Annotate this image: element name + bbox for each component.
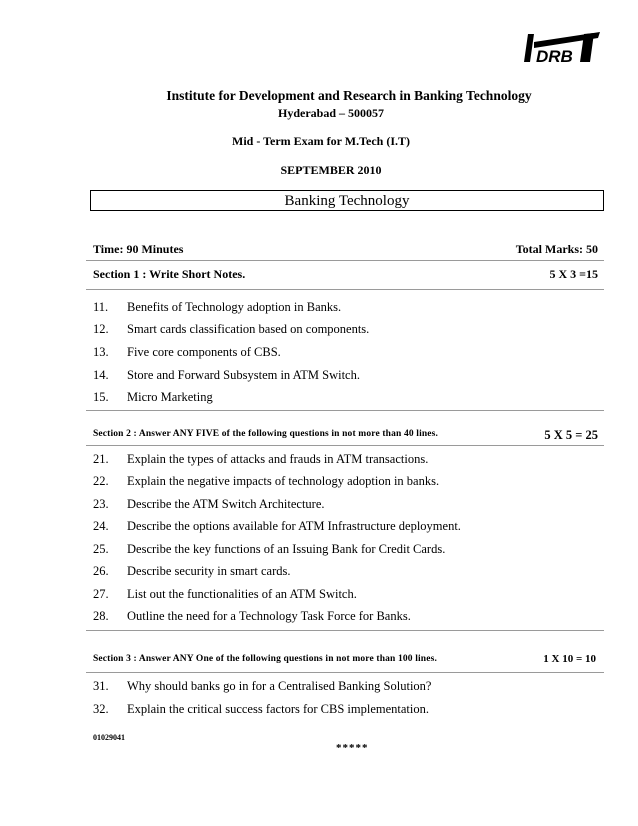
question-text: Outline the need for a Technology Task Force for Banks. xyxy=(127,609,411,623)
exam-time: Time: 90 Minutes xyxy=(93,242,184,256)
question-item xyxy=(93,390,213,405)
question-text: Explain the types of attacks and frauds in ATM transactions. xyxy=(127,452,429,466)
subject-title: Banking Technology xyxy=(90,190,604,211)
question-item xyxy=(93,519,461,534)
question-text: Why should banks go in for a Centralised Banking Solution? xyxy=(127,679,432,693)
section-1-title: Section 1 : Write Short Notes. xyxy=(93,267,246,281)
question-number: 21. xyxy=(93,452,109,466)
question-number: 25. xyxy=(93,542,109,556)
question-text: Five core components of CBS. xyxy=(127,345,281,359)
question-number: 32. xyxy=(93,702,109,716)
question-number: 22. xyxy=(93,474,109,488)
divider xyxy=(86,289,604,290)
question-number: 23. xyxy=(93,497,109,511)
exam-title: Mid - Term Exam for M.Tech (I.T) xyxy=(232,134,410,148)
question-item xyxy=(93,564,290,579)
question-text: Store and Forward Subsystem in ATM Switch. xyxy=(127,368,360,382)
question-text: List out the functionalities of an ATM Switch. xyxy=(127,587,357,601)
question-item xyxy=(93,368,360,383)
question-item xyxy=(93,452,428,467)
question-number: 13. xyxy=(93,345,109,359)
divider xyxy=(86,410,604,411)
question-text: Describe security in smart cards. xyxy=(127,564,291,578)
question-number: 27. xyxy=(93,587,109,601)
question-number: 28. xyxy=(93,609,109,623)
section-1-marks: 5 X 3 =15 xyxy=(549,267,598,281)
idrbt-logo xyxy=(522,28,602,66)
question-number: 11. xyxy=(93,300,109,314)
question-text: Benefits of Technology adoption in Banks. xyxy=(127,300,342,314)
question-item xyxy=(93,300,341,315)
question-item xyxy=(93,497,325,512)
question-text: Micro Marketing xyxy=(127,390,213,404)
question-text: Explain the critical success factors for CBS implementation. xyxy=(127,702,430,716)
question-item xyxy=(93,542,445,557)
question-text: Explain the negative impacts of technology adoption in banks. xyxy=(127,474,440,488)
question-number: 31. xyxy=(93,679,109,693)
divider xyxy=(86,630,604,631)
institute-name: Institute for Development and Research in Banking Technology xyxy=(166,88,532,103)
question-text: Describe the key functions of an Issuing Bank for Credit Cards. xyxy=(127,542,446,556)
question-number: 15. xyxy=(93,390,109,404)
section-2-marks: 5 X 5 = 25 xyxy=(544,428,598,442)
question-text: Describe the ATM Switch Architecture. xyxy=(127,497,325,511)
total-marks: Total Marks: 50 xyxy=(515,242,598,256)
institute-city: Hyderabad – 500057 xyxy=(277,106,384,120)
question-text: Describe the options available for ATM Infrastructure deployment. xyxy=(127,519,461,533)
exam-date: SEPTEMBER 2010 xyxy=(280,163,382,177)
question-item xyxy=(93,587,357,602)
question-item xyxy=(93,322,369,337)
section-2-title: Section 2 : Answer ANY FIVE of the following questions in not more than 40 lines. xyxy=(93,429,439,439)
end-marker: ***** xyxy=(336,742,369,754)
question-item xyxy=(93,609,411,624)
question-number: 12. xyxy=(93,322,109,336)
divider xyxy=(86,672,604,673)
question-item xyxy=(93,345,281,360)
question-item xyxy=(93,702,429,717)
question-number: 24. xyxy=(93,519,109,533)
idrbt-logo-icon xyxy=(522,28,602,66)
divider xyxy=(86,445,604,446)
question-item xyxy=(93,679,431,694)
question-text: Smart cards classification based on components. xyxy=(127,322,370,336)
section-3-marks: 1 X 10 = 10 xyxy=(543,653,596,665)
svg-text:DRB: DRB xyxy=(536,47,573,66)
divider xyxy=(86,260,604,261)
paper-code: 01029041 xyxy=(93,733,125,742)
question-item xyxy=(93,474,439,489)
question-number: 14. xyxy=(93,368,109,382)
section-3-title: Section 3 : Answer ANY One of the following questions in not more than 100 lines. xyxy=(93,654,437,664)
question-number: 26. xyxy=(93,564,109,578)
